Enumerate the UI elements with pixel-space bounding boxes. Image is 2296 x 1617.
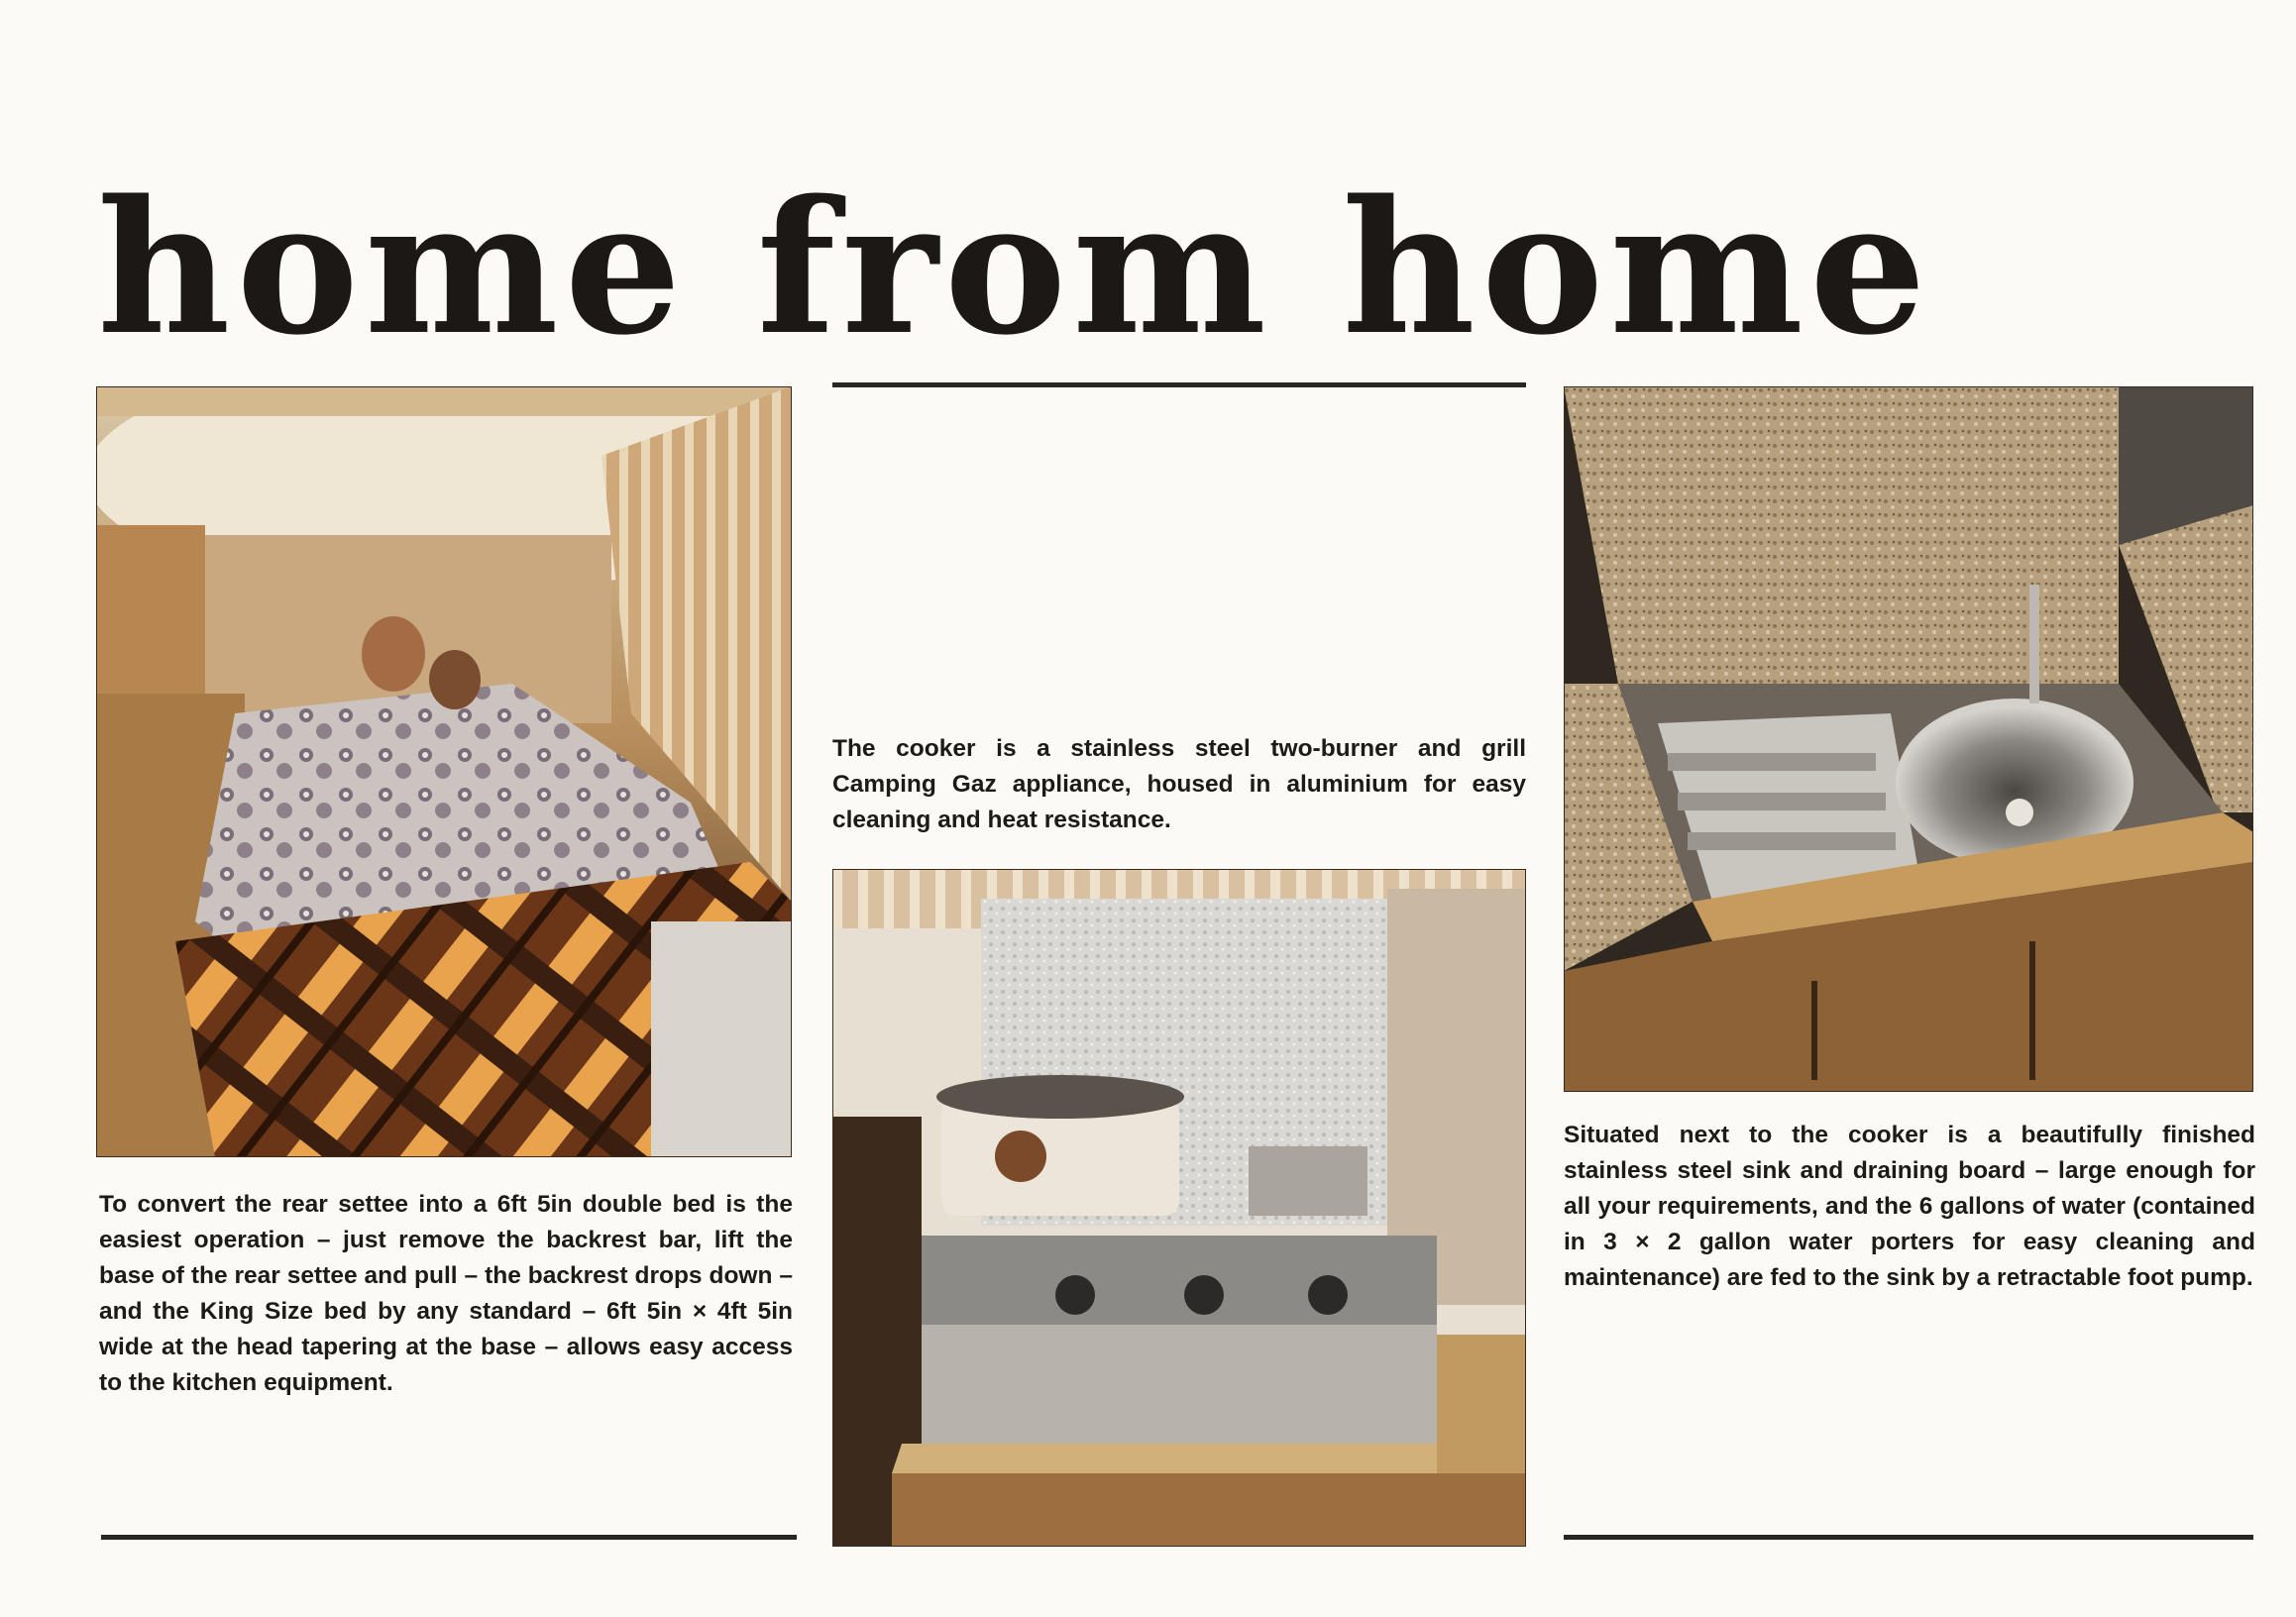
caption-cooker: The cooker is a stainless steel two-burner and grill Camping Gaz appliance, housed in aluminium for easy cleaning and heat resistance. xyxy=(832,735,1526,833)
photo-double-bed xyxy=(96,386,792,1157)
caption-sink: Situated next to the cooker is a beautifully finished stainless steel sink and draining board – large enough for all your requirements, and the 6 gallons of water (contained in 3 × 2 gallon water porters for easy cleaning and maintenance) are fed to the sink by a retractable foot pump. xyxy=(1564,1122,2255,1291)
photo-cooker xyxy=(832,869,1526,1547)
divider-bottom-left xyxy=(101,1535,797,1540)
photo-sink xyxy=(1564,386,2253,1092)
caption-double-bed: To convert the rear settee into a 6ft 5in double bed is the easiest operation – just remove the backrest bar, lift the base of the rear settee and pull – the backrest drops down – and the King Size bed by any standard – 6ft 5in × 4ft 5in wide at the head tapering at the base – allows easy access to the kitchen equipment. xyxy=(99,1191,793,1396)
divider-bottom-right xyxy=(1564,1535,2253,1540)
page-headline: home from home xyxy=(97,160,1932,376)
divider-top-middle xyxy=(832,382,1526,387)
